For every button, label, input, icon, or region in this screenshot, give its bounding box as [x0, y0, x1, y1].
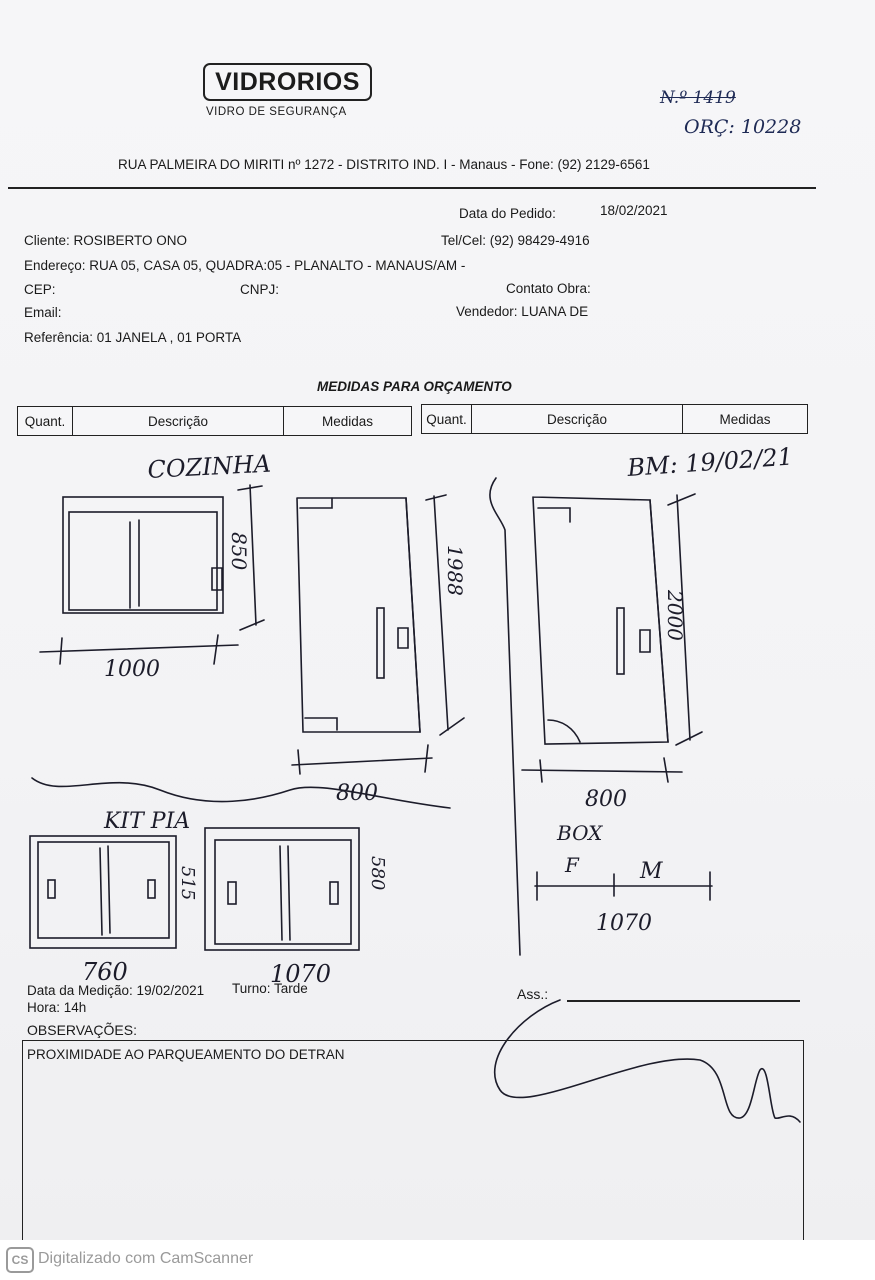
company-address: RUA PALMEIRA DO MIRITI nº 1272 - DISTRITO IND. I - Manaus - Fone: (92) 2129-6561	[118, 157, 650, 172]
kit1-height-label: 515	[177, 866, 198, 901]
client-name: Cliente: ROSIBERTO ONO	[24, 233, 188, 248]
brand-tagline: VIDRO DE SEGURANÇA	[206, 106, 347, 118]
observations-box	[22, 1040, 804, 1241]
observations-label: OBSERVAÇÕES:	[27, 1022, 137, 1038]
signature-label: Ass.:	[517, 986, 549, 1002]
camscanner-text: Digitalizado com CamScanner	[38, 1250, 254, 1267]
measurement-shift: Turno: Tarde	[232, 981, 308, 996]
camscanner-icon: CS	[6, 1247, 34, 1273]
client-address: Endereço: RUA 05, CASA 05, QUADRA:05 - PLANALTO - MANAUS/AM -	[24, 258, 466, 273]
box-width-label: 1070	[596, 911, 652, 936]
signature-line	[567, 1000, 800, 1002]
cep-field: CEP:	[24, 282, 56, 297]
section-title: MEDIDAS PARA ORÇAMENTO	[317, 379, 512, 394]
brand-name: VIDRORIOS	[215, 67, 360, 96]
kitchen-label: COZINHA	[146, 449, 272, 484]
budget-number: ORÇ: 10228	[684, 116, 802, 138]
box-label: BOX	[557, 821, 603, 845]
window-width-label: 1000	[104, 657, 160, 682]
window-height-label: 850	[227, 532, 251, 571]
measurement-hour: Hora: 14h	[27, 1000, 87, 1015]
reference-field: Referência: 01 JANELA , 01 PORTA	[24, 330, 242, 345]
kit2-sketch	[205, 828, 359, 950]
form-number: N.º 1419	[660, 88, 736, 108]
door2-width-label: 800	[585, 787, 627, 812]
order-date-value: 18/02/2021	[600, 203, 668, 218]
kit2-height-label: 580	[367, 856, 388, 891]
email-field: Email:	[24, 305, 62, 320]
box-fixed-label: F	[565, 853, 579, 877]
col-measures: Medidas	[719, 411, 771, 427]
box-mobile-label: M	[640, 859, 663, 884]
section-divider	[490, 478, 520, 955]
kit-label: KIT PIA	[104, 809, 191, 834]
window-sketch	[40, 485, 264, 664]
kit1-width-label: 760	[82, 958, 128, 986]
col-quant: Quant.	[422, 405, 472, 433]
door2-height-label: 2000	[663, 590, 687, 641]
measurement-date: Data da Medição: 19/02/2021	[27, 983, 205, 998]
col-quant: Quant.	[18, 407, 73, 435]
col-description: Descrição	[472, 405, 683, 433]
door1-sketch	[292, 495, 464, 774]
client-phone: Tel/Cel: (92) 98429-4916	[441, 233, 590, 248]
wavy-separator	[32, 778, 450, 808]
cnpj-field: CNPJ:	[240, 282, 280, 297]
kit1-sketch	[30, 836, 176, 948]
site-contact-field: Contato Obra:	[506, 281, 591, 296]
door1-height-label: 1988	[443, 545, 467, 596]
observations-text: PROXIMIDADE AO PARQUEAMENTO DO DETRAN	[27, 1047, 345, 1062]
col-description: Descrição	[73, 407, 284, 435]
order-date-label: Data do Pedido:	[459, 206, 556, 221]
seller-field: Vendedor: LUANA DE	[456, 304, 589, 319]
door1-width-label: 800	[336, 781, 378, 806]
kit2-width-label: 1070	[270, 960, 332, 988]
box-dimension	[535, 872, 712, 900]
bm-date-label: BM: 19/02/21	[626, 442, 794, 482]
col-measures: Medidas	[321, 413, 374, 429]
